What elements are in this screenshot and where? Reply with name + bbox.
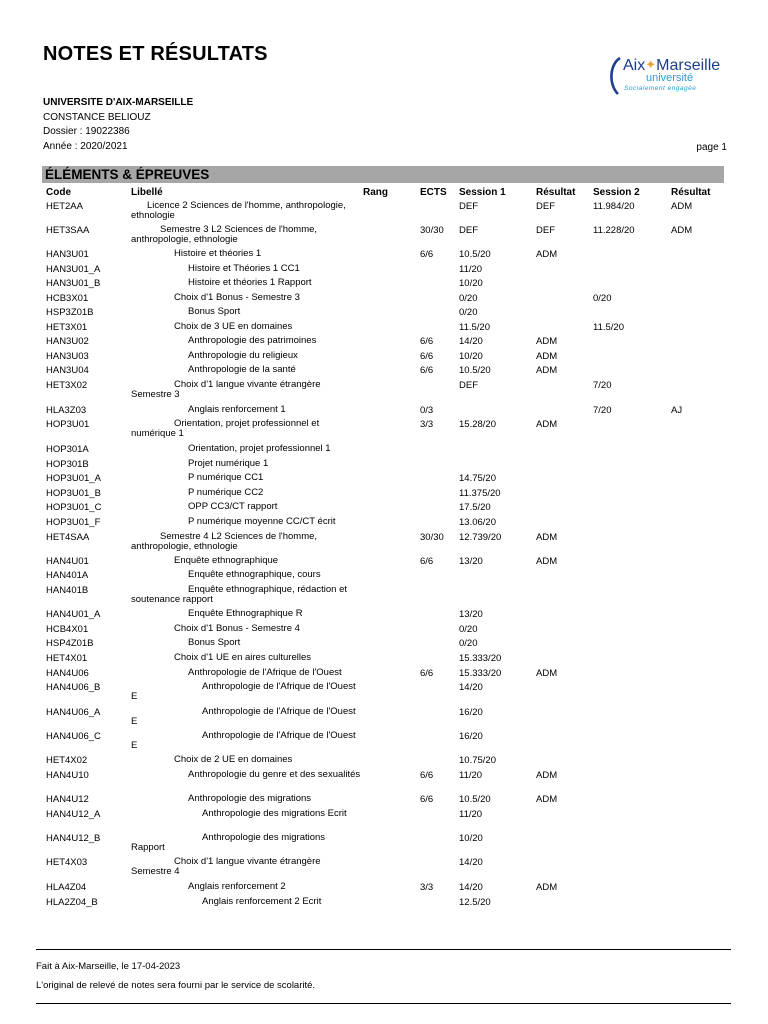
row-code: HSP3Z01B [46, 307, 94, 318]
row-libelle: Anthropologie des migrations [188, 793, 312, 804]
row-code: HOP301B [46, 459, 89, 470]
page-number: page 1 [696, 142, 727, 153]
row-code: HOP3U01_F [46, 517, 101, 528]
row-libelle: Anthropologie de l'Afrique de l'Ouest E [131, 730, 356, 751]
row-code: HAN4U12_A [46, 809, 101, 820]
row-code: HOP301A [46, 444, 89, 455]
row-code: HLA2Z04_B [46, 897, 98, 908]
row-resultat1: ADM [536, 336, 558, 347]
university-name: UNIVERSITE D'AIX-MARSEILLE [43, 97, 194, 108]
row-session1: 0/20 [459, 624, 478, 635]
row-libelle: Projet numérique 1 [188, 458, 269, 469]
dossier-number: Dossier : 19022386 [43, 126, 130, 137]
row-ects: 3/3 [420, 419, 434, 430]
row-libelle: Bonus Sport [188, 306, 241, 317]
row-session1: 11.375/20 [459, 488, 501, 499]
row-resultat1: ADM [536, 351, 558, 362]
row-session1: 17.5/20 [459, 502, 491, 513]
row-resultat1: ADM [536, 365, 558, 376]
row-session1: 14/20 [459, 682, 483, 693]
row-libelle: Licence 2 Sciences de l'homme, anthropologie, ethnologie [131, 200, 346, 221]
footer-divider-top [36, 949, 731, 950]
col-header-libelle: Libellé [131, 187, 163, 198]
row-code: HAN3U02 [46, 336, 89, 347]
row-resultat1: ADM [536, 668, 558, 679]
row-libelle: Anthropologie de l'Afrique de l'Ouest E [131, 706, 356, 727]
row-session1: 11/20 [459, 770, 483, 781]
row-ects: 30/30 [420, 532, 444, 543]
row-ects: 6/6 [420, 770, 434, 781]
row-session2: 7/20 [593, 380, 612, 391]
row-libelle: Enquête Ethnographique R [188, 608, 303, 619]
row-libelle: Anthropologie des migrations Ecrit [202, 808, 347, 819]
row-libelle: Anglais renforcement 2 Ecrit [202, 896, 322, 907]
row-session1: 15.28/20 [459, 419, 496, 430]
row-session1: DEF [459, 225, 478, 236]
row-code: HAN4U12_B [46, 833, 101, 844]
row-resultat1: ADM [536, 770, 558, 781]
row-session1: 10.5/20 [459, 249, 491, 260]
row-session1: 16/20 [459, 731, 483, 742]
col-header-resultat1: Résultat [536, 187, 576, 198]
row-resultat1: ADM [536, 882, 558, 893]
row-code: HCB4X01 [46, 624, 89, 635]
row-libelle: Anglais renforcement 2 [188, 881, 286, 892]
row-resultat1: ADM [536, 556, 558, 567]
row-libelle: Enquête ethnographique, rédaction et soutenance rapport [131, 584, 347, 605]
row-libelle: Choix d'1 Bonus - Semestre 3 [174, 292, 300, 303]
page-title: NOTES ET RÉSULTATS [43, 43, 268, 65]
row-code: HET3X02 [46, 380, 88, 391]
logo-arc-icon [606, 56, 622, 96]
row-session1: DEF [459, 380, 478, 391]
academic-year: Année : 2020/2021 [43, 141, 128, 152]
row-code: HCB3X01 [46, 293, 89, 304]
row-libelle: Anthropologie des patrimoines [188, 335, 317, 346]
row-resultat1: ADM [536, 249, 558, 260]
row-session1: 15.333/20 [459, 653, 502, 664]
row-libelle: Anthropologie du religieux [188, 350, 298, 361]
row-session1: 14/20 [459, 336, 483, 347]
row-code: HAN3U01_A [46, 264, 101, 275]
row-libelle: Histoire et théories 1 [174, 248, 262, 259]
row-code: HAN4U01_A [46, 609, 101, 620]
row-resultat1: ADM [536, 419, 558, 430]
row-resultat1: DEF [536, 225, 555, 236]
row-code: HET4X01 [46, 653, 88, 664]
row-session1: 14/20 [459, 882, 483, 893]
col-header-ects: ECTS [420, 187, 447, 198]
row-code: HAN4U06_B [46, 682, 101, 693]
row-session1: 13/20 [459, 556, 483, 567]
logo-line3: Socialement engagée [624, 85, 697, 92]
footer-date: Fait à Aix-Marseille, le 17-04-2023 [36, 961, 181, 972]
row-session1: 10.75/20 [459, 755, 496, 766]
row-libelle: Choix d'1 langue vivante étrangère Semestre 4 [131, 856, 321, 877]
row-code: HET3SAA [46, 225, 90, 236]
row-code: HOP3U01_A [46, 473, 101, 484]
row-ects: 0/3 [420, 405, 434, 416]
row-ects: 30/30 [420, 225, 444, 236]
row-session2: 7/20 [593, 405, 612, 416]
row-session1: 11/20 [459, 809, 483, 820]
row-code: HAN4U06_A [46, 707, 101, 718]
row-code: HAN3U01_B [46, 278, 101, 289]
row-code: HAN4U06_C [46, 731, 101, 742]
row-session1: 0/20 [459, 293, 478, 304]
row-code: HAN4U01 [46, 556, 89, 567]
row-session1: 10/20 [459, 278, 483, 289]
row-ects: 6/6 [420, 794, 434, 805]
row-ects: 3/3 [420, 882, 434, 893]
row-session1: 10.5/20 [459, 365, 491, 376]
row-session1: 10.5/20 [459, 794, 491, 805]
row-code: HAN4U10 [46, 770, 89, 781]
row-session1: 12.739/20 [459, 532, 502, 543]
row-libelle: Anthropologie de la santé [188, 364, 296, 375]
row-libelle: P numérique CC1 [188, 472, 264, 483]
row-code: HET3X01 [46, 322, 88, 333]
row-code: HAN3U01 [46, 249, 89, 260]
row-session1: 11/20 [459, 264, 483, 275]
row-resultat1: ADM [536, 794, 558, 805]
col-header-resultat2: Résultat [671, 187, 711, 198]
row-session2: 11.984/20 [593, 201, 635, 212]
row-code: HAN401B [46, 585, 89, 596]
row-session1: 0/20 [459, 638, 478, 649]
row-session1: 13/20 [459, 609, 483, 620]
row-libelle: Choix d'1 Bonus - Semestre 4 [174, 623, 300, 634]
logo-line2: université [646, 72, 694, 84]
row-libelle: Histoire et Théories 1 CC1 [188, 263, 300, 274]
row-libelle: Orientation, projet professionnel 1 [188, 443, 331, 454]
row-libelle: Choix d'1 UE en aires culturelles [174, 652, 311, 663]
row-libelle: Choix de 3 UE en domaines [174, 321, 293, 332]
row-session1: DEF [459, 201, 478, 212]
col-header-session1: Session 1 [459, 187, 506, 198]
row-libelle: Enquête ethnographique, cours [188, 569, 321, 580]
row-session2: 11.228/20 [593, 225, 635, 236]
row-ects: 6/6 [420, 249, 434, 260]
row-libelle: P numérique CC2 [188, 487, 264, 498]
row-session2: 11.5/20 [593, 322, 624, 333]
row-libelle: OPP CC3/CT rapport [188, 501, 278, 512]
section-header [42, 166, 724, 183]
col-header-code: Code [46, 187, 71, 198]
row-session1: 15.333/20 [459, 668, 502, 679]
col-header-session2: Session 2 [593, 187, 640, 198]
university-logo [606, 56, 726, 96]
row-libelle: Anglais renforcement 1 [188, 404, 286, 415]
row-libelle: Histoire et théories 1 Rapport [188, 277, 312, 288]
row-libelle: Semestre 4 L2 Sciences de l'homme, anthropologie, ethnologie [131, 531, 318, 552]
row-libelle: Anthropologie de l'Afrique de l'Ouest [188, 667, 342, 678]
row-session1: 10/20 [459, 351, 483, 362]
row-resultat2: AJ [671, 405, 683, 416]
row-ects: 6/6 [420, 336, 434, 347]
row-code: HOP3U01_B [46, 488, 101, 499]
row-resultat1: DEF [536, 201, 555, 212]
row-code: HET4SAA [46, 532, 90, 543]
row-libelle: Semestre 3 L2 Sciences de l'homme, anthropologie, ethnologie [131, 224, 318, 245]
row-code: HSP4Z01B [46, 638, 94, 649]
row-code: HOP3U01_C [46, 502, 102, 513]
col-header-rang: Rang [363, 187, 388, 198]
row-code: HET4X02 [46, 755, 88, 766]
row-ects: 6/6 [420, 365, 434, 376]
row-code: HAN3U03 [46, 351, 89, 362]
row-code: HAN4U06 [46, 668, 89, 679]
row-libelle: Orientation, projet professionnel et numérique 1 [131, 418, 320, 439]
row-libelle: Anthropologie du genre et des sexualités [188, 769, 361, 780]
row-resultat1: ADM [536, 532, 558, 543]
row-session1: 10/20 [459, 833, 483, 844]
row-libelle: Choix d'1 langue vivante étrangère Semestre 3 [131, 379, 321, 400]
row-code: HOP3U01 [46, 419, 90, 430]
row-code: HAN401A [46, 570, 89, 581]
row-ects: 6/6 [420, 668, 434, 679]
row-ects: 6/6 [420, 351, 434, 362]
row-libelle: Anthropologie des migrations Rapport [131, 832, 326, 853]
logo-star-icon: ✦ [645, 57, 657, 72]
footer-divider-bottom [36, 1003, 731, 1004]
row-session1: 0/20 [459, 307, 478, 318]
logo-line1: Aix✦Marseille [623, 57, 721, 74]
footer-note: L'original de relevé de notes sera fourni par le service de scolarité. [36, 980, 316, 991]
row-resultat2: ADM [671, 225, 693, 236]
row-session1: 14/20 [459, 857, 483, 868]
section-title: ÉLÉMENTS & ÉPREUVES [45, 167, 210, 182]
row-code: HLA3Z03 [46, 405, 87, 416]
row-resultat2: ADM [671, 201, 693, 212]
row-session1: 12.5/20 [459, 897, 491, 908]
row-code: HET4X03 [46, 857, 88, 868]
row-session1: 11.5/20 [459, 322, 490, 333]
row-ects: 6/6 [420, 556, 434, 567]
row-code: HAN4U12 [46, 794, 89, 805]
row-session2: 0/20 [593, 293, 612, 304]
row-libelle: Bonus Sport [188, 637, 241, 648]
row-libelle: Anthropologie de l'Afrique de l'Ouest E [131, 681, 356, 702]
row-libelle: P numérique moyenne CC/CT écrit [188, 516, 336, 527]
row-session1: 14.75/20 [459, 473, 496, 484]
row-session1: 16/20 [459, 707, 483, 718]
student-name: CONSTANCE BELIOUZ [43, 112, 151, 123]
row-libelle: Choix de 2 UE en domaines [174, 754, 293, 765]
row-session1: 13.06/20 [459, 517, 496, 528]
row-code: HAN3U04 [46, 365, 89, 376]
row-code: HET2AA [46, 201, 83, 212]
row-code: HLA4Z04 [46, 882, 87, 893]
row-libelle: Enquête ethnographique [174, 555, 279, 566]
